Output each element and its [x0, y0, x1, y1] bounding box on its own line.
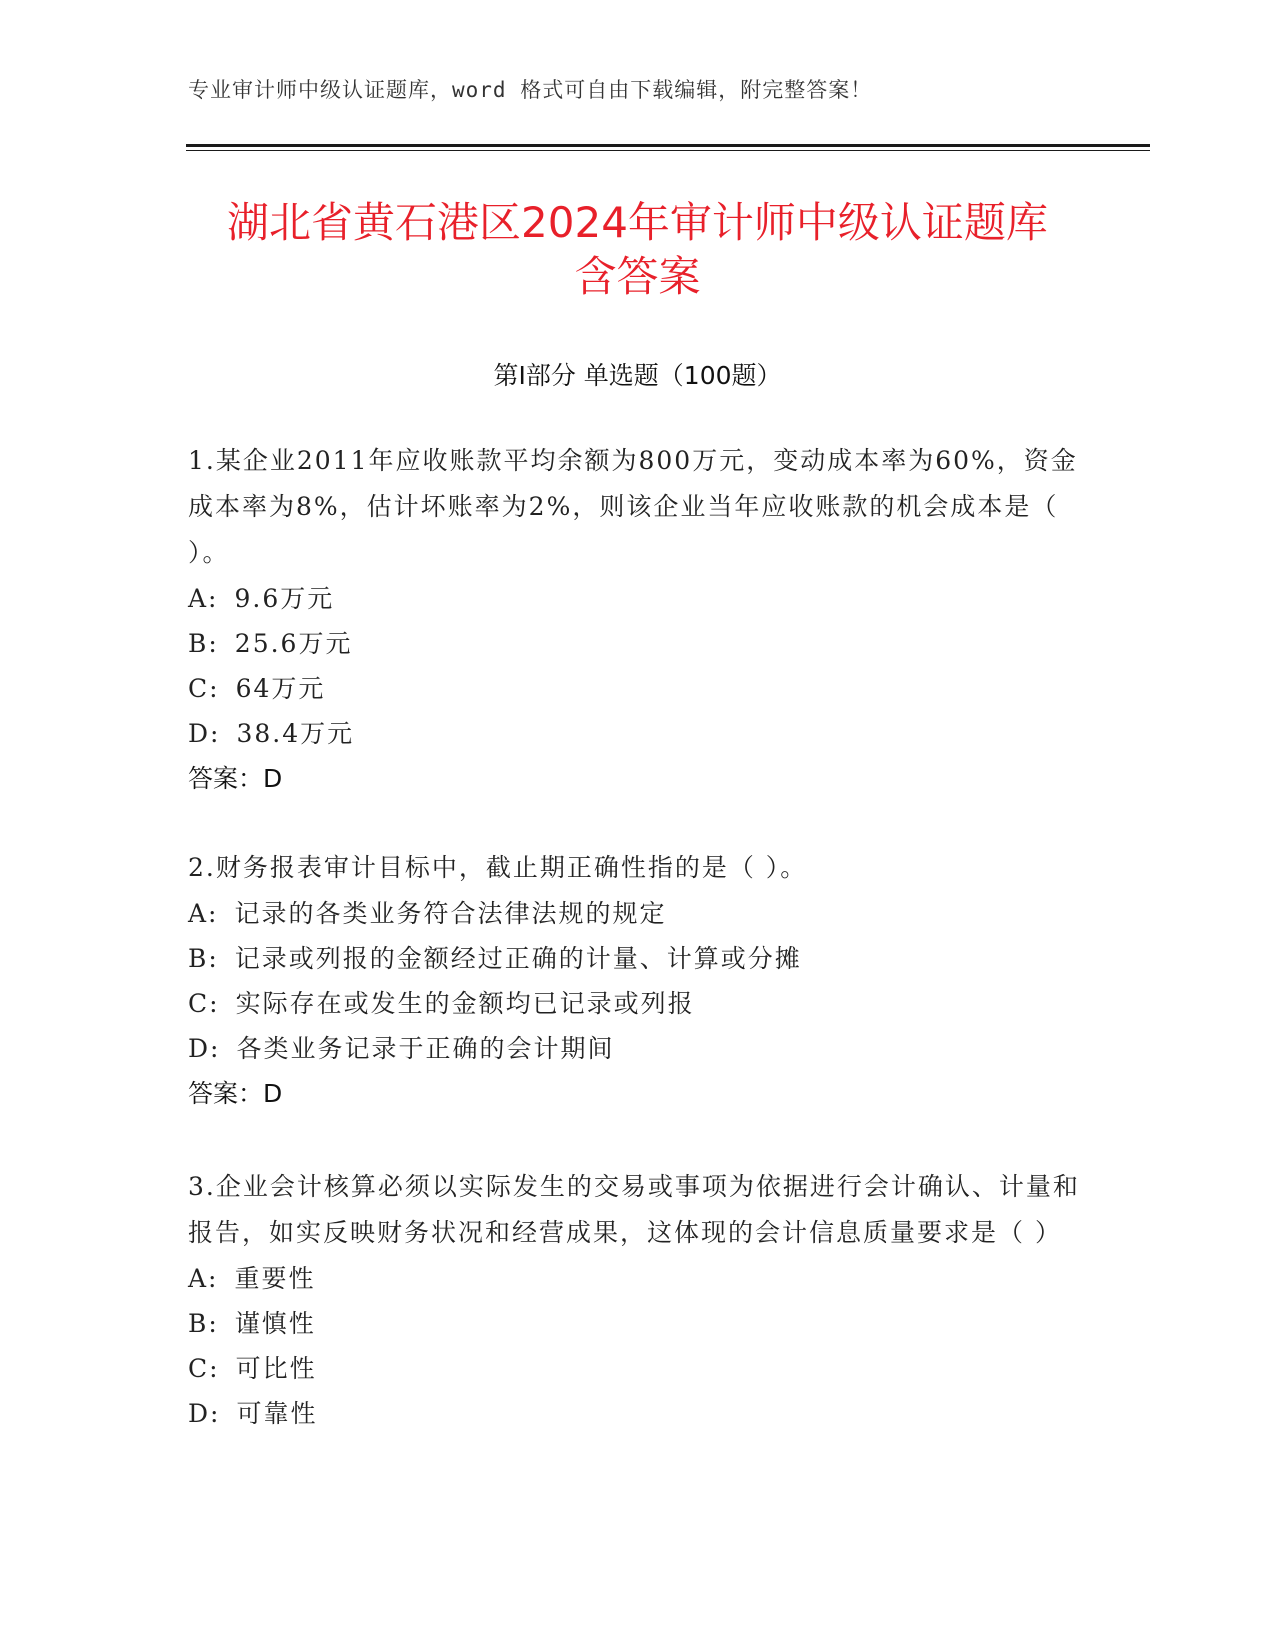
document-title [140, 196, 1135, 304]
option-d [188, 1026, 1088, 1071]
section-heading: 第Ⅰ部分 单选题（100题） [493, 361, 782, 390]
option-label: B: [188, 944, 219, 973]
question-1 [188, 438, 1088, 802]
option-label: C: [188, 1354, 220, 1383]
option-text: 64万元 [235, 674, 326, 703]
question-text: 3.企业会计核算必须以实际发生的交易或事项为依据进行会计确认、计量和报告，如实反映财务状况和经营成果，这体现的会计信息质量要求是（ ） [188, 1172, 1080, 1247]
option-label: B: [188, 1309, 219, 1338]
option-text: 实际存在或发生的金额均已记录或列报 [235, 989, 695, 1018]
question-3 [188, 1164, 1088, 1436]
answer-line: 答案：D [188, 1079, 283, 1108]
option-text: 记录的各类业务符合法律法规的规定 [234, 899, 667, 928]
title-line-2: 含答案 [574, 252, 701, 301]
option-label: D: [188, 719, 221, 748]
option-c [188, 981, 1088, 1026]
answer-line: 答案：D [188, 764, 283, 793]
option-label: B: [188, 629, 219, 658]
option-label: A: [188, 899, 219, 928]
option-text: 9.6万元 [234, 584, 335, 613]
option-label: D: [188, 1034, 221, 1063]
option-c [188, 1346, 1088, 1391]
header-rule-thick [186, 144, 1150, 147]
option-a [188, 1256, 1088, 1301]
option-text: 各类业务记录于正确的会计期间 [236, 1034, 615, 1063]
title-line-1: 湖北省黄石港区2024年审计师中级认证题库 [227, 198, 1048, 247]
option-text: 可比性 [235, 1354, 317, 1383]
option-text: 重要性 [234, 1264, 316, 1293]
option-text: 25.6万元 [234, 629, 353, 658]
option-d [188, 711, 1088, 756]
option-c [188, 666, 1088, 711]
option-label: D: [188, 1399, 221, 1428]
option-d [188, 1391, 1088, 1436]
option-label: C: [188, 989, 220, 1018]
option-text: 38.4万元 [236, 719, 355, 748]
header-note: 专业审计师中级认证题库，word 格式可自由下载编辑，附完整答案！ [188, 78, 873, 102]
option-b [188, 621, 1088, 666]
option-label: A: [188, 1264, 219, 1293]
header-rule-thin [186, 150, 1150, 151]
option-b [188, 936, 1088, 981]
option-text: 谨慎性 [234, 1309, 316, 1338]
option-label: C: [188, 674, 220, 703]
question-text: 2.财务报表审计目标中，截止期正确性指的是（ ）。 [188, 853, 808, 882]
option-label: A: [188, 584, 219, 613]
option-text: 记录或列报的金额经过正确的计量、计算或分摊 [234, 944, 802, 973]
option-a [188, 891, 1088, 936]
question-text: 1.某企业2011年应收账款平均余额为800万元，变动成本率为60%，资金成本率为8%，估计坏账率为2%，则该企业当年应收账款的机会成本是（ ）。 [188, 446, 1078, 567]
option-b [188, 1301, 1088, 1346]
option-a [188, 576, 1088, 621]
option-text: 可靠性 [236, 1399, 318, 1428]
question-2 [188, 845, 1088, 1117]
